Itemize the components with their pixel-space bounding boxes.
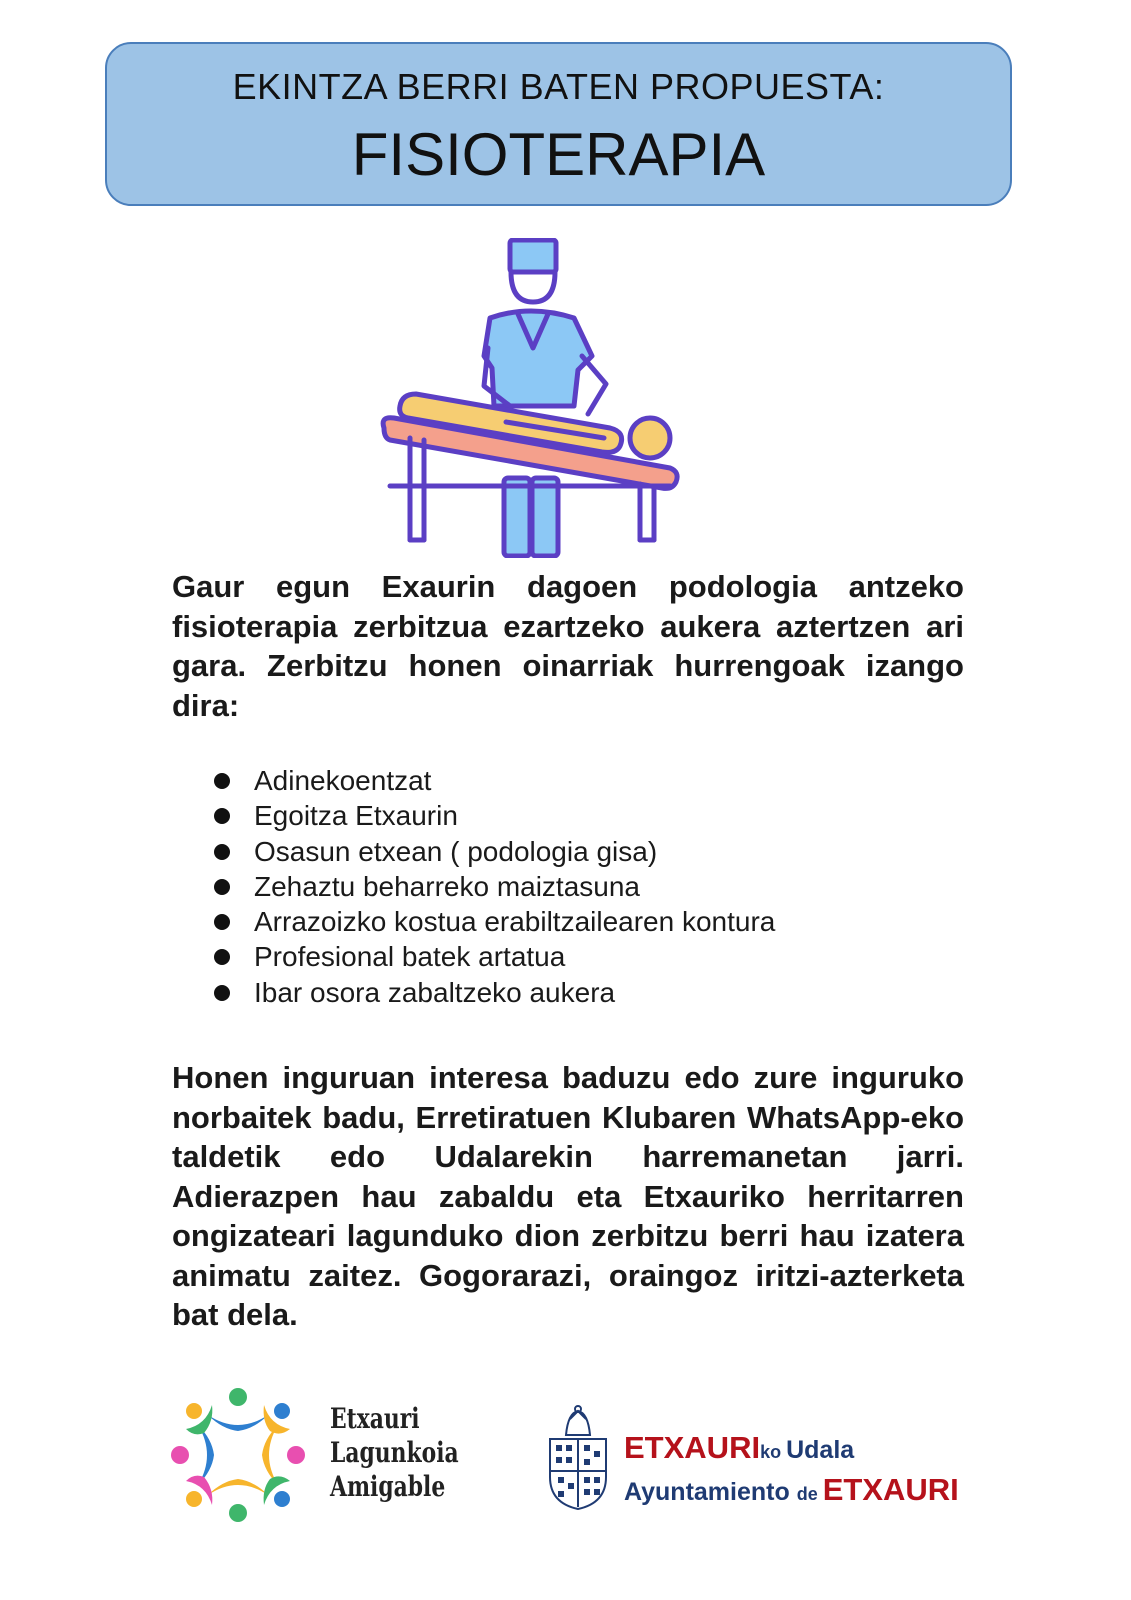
udala-logo-text [624,1430,959,1514]
bullet-dot-icon [214,773,230,789]
udala-ko: ko [760,1442,787,1462]
physiotherapist-massage-icon [380,238,700,558]
list-item [210,763,775,798]
bullet-dot-icon [214,879,230,895]
udala-word: Udala [786,1436,855,1464]
list-item [210,869,775,904]
list-item-text: Profesional batek artatua [254,941,566,973]
ayuntamiento-name-red: ETXAURI [822,1472,959,1507]
udala-row-1 [624,1430,959,1472]
list-item-text: Adinekoentzat [254,765,432,796]
bullet-dot-icon [214,985,230,1001]
list-item [210,939,775,974]
bullet-dot-icon [214,949,230,965]
logo-line-1: Etxauri [330,1402,420,1435]
bullet-dot-icon [214,844,230,860]
list-item [210,834,775,869]
list-item-text: Egoitza Etxaurin [254,800,458,832]
list-item-text: Ibar osora zabaltzeko aukera [254,976,616,1008]
bullet-dot-icon [214,808,230,824]
lagunkoia-logo-text [330,1402,459,1504]
list-item-text: Arrazoizko kostua erabiltzailearen kontura [254,906,776,938]
intro-paragraph: Gaur egun Exaurin dagoen podologia antzeko fisioterapia zerbitzua ezartzeko aukera aztertzen ari gara. Zerbitzu honen oinarriak hurrengoak izango dira: [172,569,964,723]
lagunkoia-people-circle-icon [168,1385,308,1525]
udala-row-2 [624,1472,959,1514]
logo-line-2: Lagunkoia [330,1436,459,1469]
list-item-text: Zehaztu beharreko maiztasuna [254,870,640,902]
banner-kicker: EKINTZA BERRI BATEN PROPUESTA: [232,66,885,107]
logo-line-3: Amigable [330,1470,446,1503]
list-item [210,798,775,833]
closing-paragraph: Honen inguruan interesa baduzu edo zure inguruko norbaitek badu, Erretiratuen Klubaren WhatsApp-eko taldetik edo Udalarekin harremanetan jarri. Adierazpen hau zabaldu eta Etxauriko herritarren ongizateari lagunduko dion zerbitzu berri hau izatera animatu zaitez. Gogorarazi, oraingoz iritzi-azterketa bat dela. [172,1060,964,1332]
list-item-text: Osasun etxean ( podologia gisa) [254,835,658,867]
udala-name-red: ETXAURI [624,1430,761,1465]
bullet-list [210,763,775,1010]
page-title: FISIOTERAPIA [351,121,766,188]
list-item [210,975,775,1010]
list-item [210,904,775,939]
ayuntamiento-word: Ayuntamiento [624,1478,797,1506]
bullet-dot-icon [214,914,230,930]
title-banner [105,42,1012,206]
coat-of-arms-icon [544,1405,612,1513]
ayuntamiento-de: de [796,1484,823,1504]
